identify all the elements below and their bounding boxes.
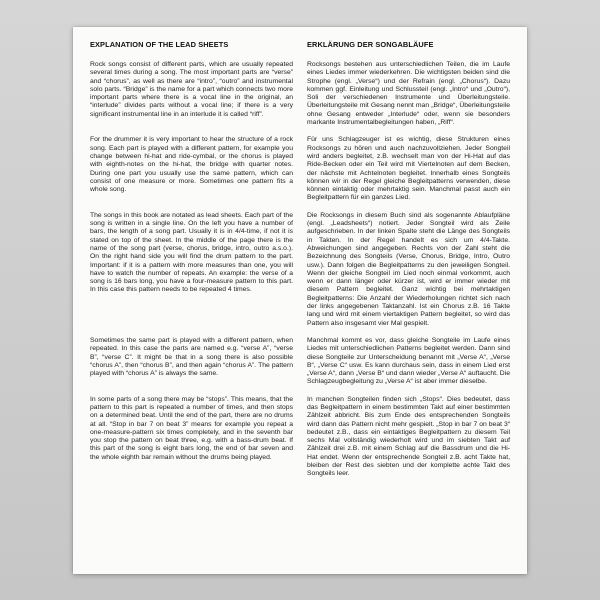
paragraph-german-4: Manchmal kommt es vor, dass gleiche Songteile im Laufe eines Liedes mit unterschiedlichen Patterns begleitet werden. Dann sind diese Songteile zur Unterscheidung benannt mit „Verse A“, „Verse B“, „Verse C“ usw. Es kann durchaus sein, dass in einem Lied erst „Verse A“, dann „Verse B“ und dann wieder „Verse A“ auftaucht. Die Schlagzeugbegleitung zu „Verse A“ ist aber immer dieselbe. xyxy=(307,336,510,386)
paragraph-english-1: Rock songs consist of different parts, which are usually repeated several times during a song. The most important parts are “verse” and “chorus”, as well as there are “intro”, “outro” and instrumental solo parts. “Bridge” is the name for a part which connects two more important parts where there is a vocal line in the original, an “interlude” divides parts without a vocal line; if there is a very significant instrumental line in an interlude it is called “riff”. xyxy=(90,61,293,118)
paragraph-german-2: Für uns Schlagzeuger ist es wichtig, diese Strukturen eines Rocksongs zu hören und auch nachzuvollziehen. Jeder Songteil wird anders begleitet, z.B. wechselt man von der Hi-Hat auf das Ride-Becken oder ein Teil wird mit Viertelnoten auf dem Becken, der nächste mit Achtelnoten begleitet. Innerhalb eines Songteils können wir in der Regel gleiche Begleitpatterns verwenden, diese können eintaktig oder mehrtaktig sein. Manchmal passt auch ein Begleitpattern für ein ganzes Lied. xyxy=(307,136,510,202)
paragraph-english-4: Sometimes the same part is played with a different pattern, when repeated. In this case the parts are named e.g. “verse A”, “verse B”, “verse C”. It might be that in a song there is also possible “chorus A”, then “chorus B”, and then again “chorus A”. The pattern played with “chorus A” is always the same. xyxy=(90,336,293,378)
paragraph-german-1: Rocksongs bestehen aus unterschiedlichen Teilen, die im Laufe eines Liedes immer wiederkehren. Die wichtigsten beiden sind die Strophe (engl. „Verse“) und der Refrain (engl. „Chorus“). Dazu kommen ggf. Einleitung und Schlussteil (engl. „Intro“ und „Outro“), Soli der verschiedenen Instrumente und Überleitungsteile. Überleitungsteile mit Gesang nennt man „Bridge“, Überleitungsteile ohne Gesang entweder „Interlude“ oder, wenn sie besonders markante Instrumentalbegleitungen haben, „Riff“. xyxy=(307,61,510,127)
two-column-layout xyxy=(90,40,510,479)
english-section-title: EXPLANATION OF THE LEAD SHEETS xyxy=(90,40,229,49)
book-page xyxy=(73,27,527,574)
paragraph-english-3: The songs in this book are notated as lead sheets. Each part of the song is written in a single line. On the left you have a number of bars, the length of a song part. Usually it is in 4/4-time, if not it is stated on top of the sheet. In the middle of the page there is the name of the song part (verse, chorus, bridge, intro, outro a.s.o.). On the right hand side you will find the drum pattern to the part. Important: if it is a pattern with more measures than one, you will have to watch the number of repeats. An example: the verse of a song is 16 bars long, you have a four-measure pattern to this part. In this case this pattern needs to be repeated 4 times. xyxy=(90,211,293,294)
german-section-title: ERKLÄRUNG DER SONGABLÄUFE xyxy=(307,40,434,49)
paragraph-english-2: For the drummer it is very important to hear the structure of a rock song. Each part is played with a different pattern, for example you change between hi-hat and ride-cymbal, or the chorus is played with eighth-notes on the hi-hat, the bridge with quarter notes. During one part you usually use the same pattern, which can consist of one measure or more. Sometimes one pattern fits a whole song. xyxy=(90,136,293,194)
paragraph-german-3: Die Rocksongs in diesem Buch sind als sogenannte Ablaufpläne (engl. „Leadsheets“) notiert. Jeder Songteil wird als Zeile aufgeschrieben. In der linken Spalte steht die Länge des Songteils in Takten. In der Regel handelt es sich um 4/4-Takte. Abweichungen sind angegeben. Rechts von der Zahl steht die Bezeichnung des Songteils (Verse, Chorus, Bridge, Intro, Outro usw.). Dann folgen die Begleitpatterns zu den jeweiligen Songteil. Wenn der gleiche Songteil im Lied noch einmal vorkommt, auch wenn er dann länger oder kürzer ist, wird er immer wieder mit diesem Pattern begleitet. Ganz wichtig bei mehrtaktigen Begleitpatterns: Die Anzahl der Wiederholungen richtet sich nach der links angegebenen Taktanzahl. Ist ein Chorus z.B. 16 Takte lang und wird mit einem viertaktigen Pattern begleitet, so wird das Pattern also insgesamt vier Mal gespielt. xyxy=(307,211,510,327)
paragraph-german-5: In manchen Songteilen finden sich „Stops“. Dies bedeutet, dass das Begleitpattern in einem bestimmten Takt auf einer bestimmten Zählzeit abbricht. Bis zum Ende des entsprechenden Songteils wird dann das Pattern nicht mehr gespielt. „Stop in bar 7 on beat 3“ bedeutet z.B., dass ein eintaktiges Begleitpattern zu diesem Teil sechs Mal vollständig wiederholt wird und im siebten Takt auf Zählzeit drei z.B. mit einem Schlag auf die Bassdrum und die Hi-Hat endet. Wenn der entsprechende Songteil z.B. acht Takte hat, bleiben der Rest des siebten und der komplette achte Takt des Songteils leer. xyxy=(307,395,510,478)
paragraph-english-5: In some parts of a song there may be “stops”. This means, that the pattern to this part is repeated a number of times, and then stops on a determined beat. Until the end of the part, there are no drums at all. “Stop in bar 7 on beat 3” means for example you repeat a one-measure-pattern six times completely, and in the seventh bar you stop the pattern on beat three, e.g. with a bass-drum beat. If this part of the song is eight bars long, the end of bar seven and the whole eighth bar remain without the drums being played. xyxy=(90,395,293,461)
